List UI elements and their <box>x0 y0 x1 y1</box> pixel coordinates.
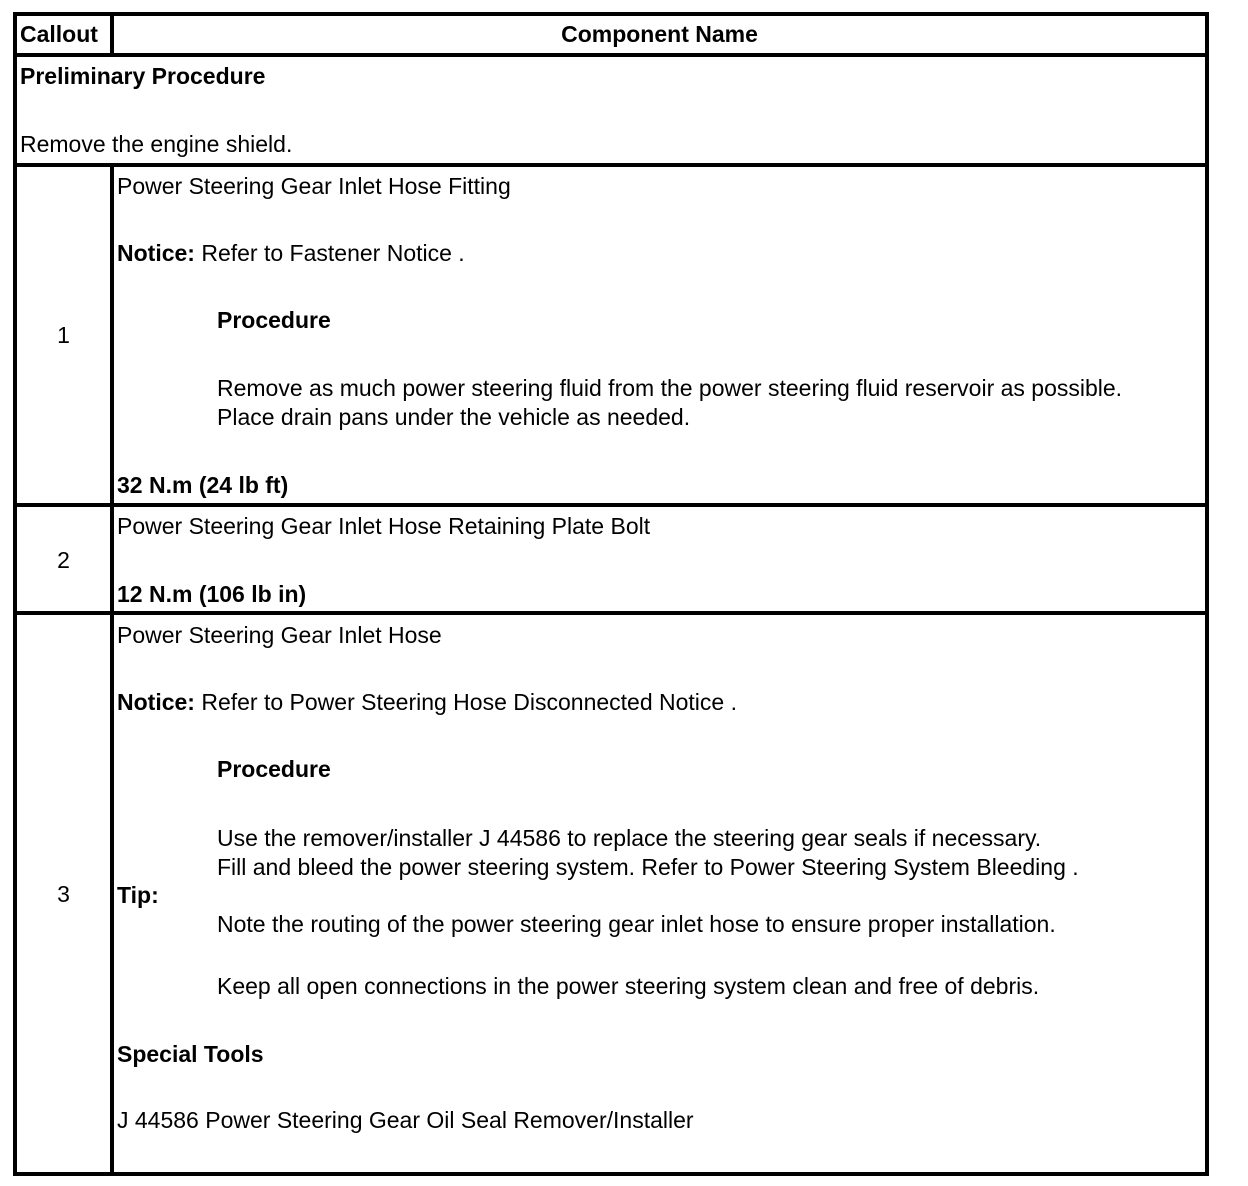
row-1-torque: 32 N.m (24 lb ft) <box>117 472 289 498</box>
row-3-special-tools-label: Special Tools <box>117 1041 264 1067</box>
preliminary-text: Remove the engine shield. <box>20 131 293 157</box>
preliminary-title: Preliminary Procedure <box>20 63 266 89</box>
row-1-procedure-line-2: Place drain pans under the vehicle as needed. <box>217 404 691 430</box>
row-1-procedure-line-1: Remove as much power steering fluid from the power steering fluid reservoir as possible. <box>217 375 1123 401</box>
rule-under-row-2 <box>17 611 1205 615</box>
row-3-procedure-line-1: Use the remover/installer J 44586 to replace the steering gear seals if necessary. <box>217 825 1042 851</box>
row-3-notice <box>117 688 737 716</box>
rule-under-row-1 <box>17 503 1205 507</box>
row-3-notice-text: Refer to Power Steering Hose Disconnected Notice . <box>201 689 737 715</box>
row-3-name: Power Steering Gear Inlet Hose <box>117 622 442 648</box>
row-3-tip-2: Keep all open connections in the power steering system clean and free of debris. <box>217 973 1040 999</box>
row-3-notice-label: Notice: <box>117 689 195 715</box>
row-3-tip-label: Tip: <box>117 882 159 908</box>
rule-under-header <box>17 53 1205 57</box>
row-2-callout: 2 <box>57 547 70 573</box>
row-3-procedure-line-2: Fill and bleed the power steering system. Refer to Power Steering System Bleeding . <box>217 854 1079 880</box>
row-3-special-tools-text: J 44586 Power Steering Gear Oil Seal Remover/Installer <box>117 1107 694 1133</box>
header-callout: Callout <box>20 21 98 47</box>
row-1-notice-label: Notice: <box>117 240 195 266</box>
row-1-procedure-label: Procedure <box>217 307 331 333</box>
row-3-callout: 3 <box>57 881 70 907</box>
rule-under-preliminary <box>17 163 1205 167</box>
row-1-name: Power Steering Gear Inlet Hose Fitting <box>117 173 511 199</box>
row-3-tip-1: Note the routing of the power steering gear inlet hose to ensure proper installation. <box>217 911 1056 937</box>
header-component-name: Component Name <box>561 21 758 47</box>
row-3-procedure-label: Procedure <box>217 756 331 782</box>
component-table <box>13 12 1209 1176</box>
row-1-notice-text: Refer to Fastener Notice . <box>201 240 465 266</box>
row-1-callout: 1 <box>57 322 70 348</box>
row-2-torque: 12 N.m (106 lb in) <box>117 581 307 607</box>
column-divider-body <box>110 167 114 1172</box>
row-2-name: Power Steering Gear Inlet Hose Retaining Plate Bolt <box>117 513 651 539</box>
row-1-notice <box>117 239 465 267</box>
